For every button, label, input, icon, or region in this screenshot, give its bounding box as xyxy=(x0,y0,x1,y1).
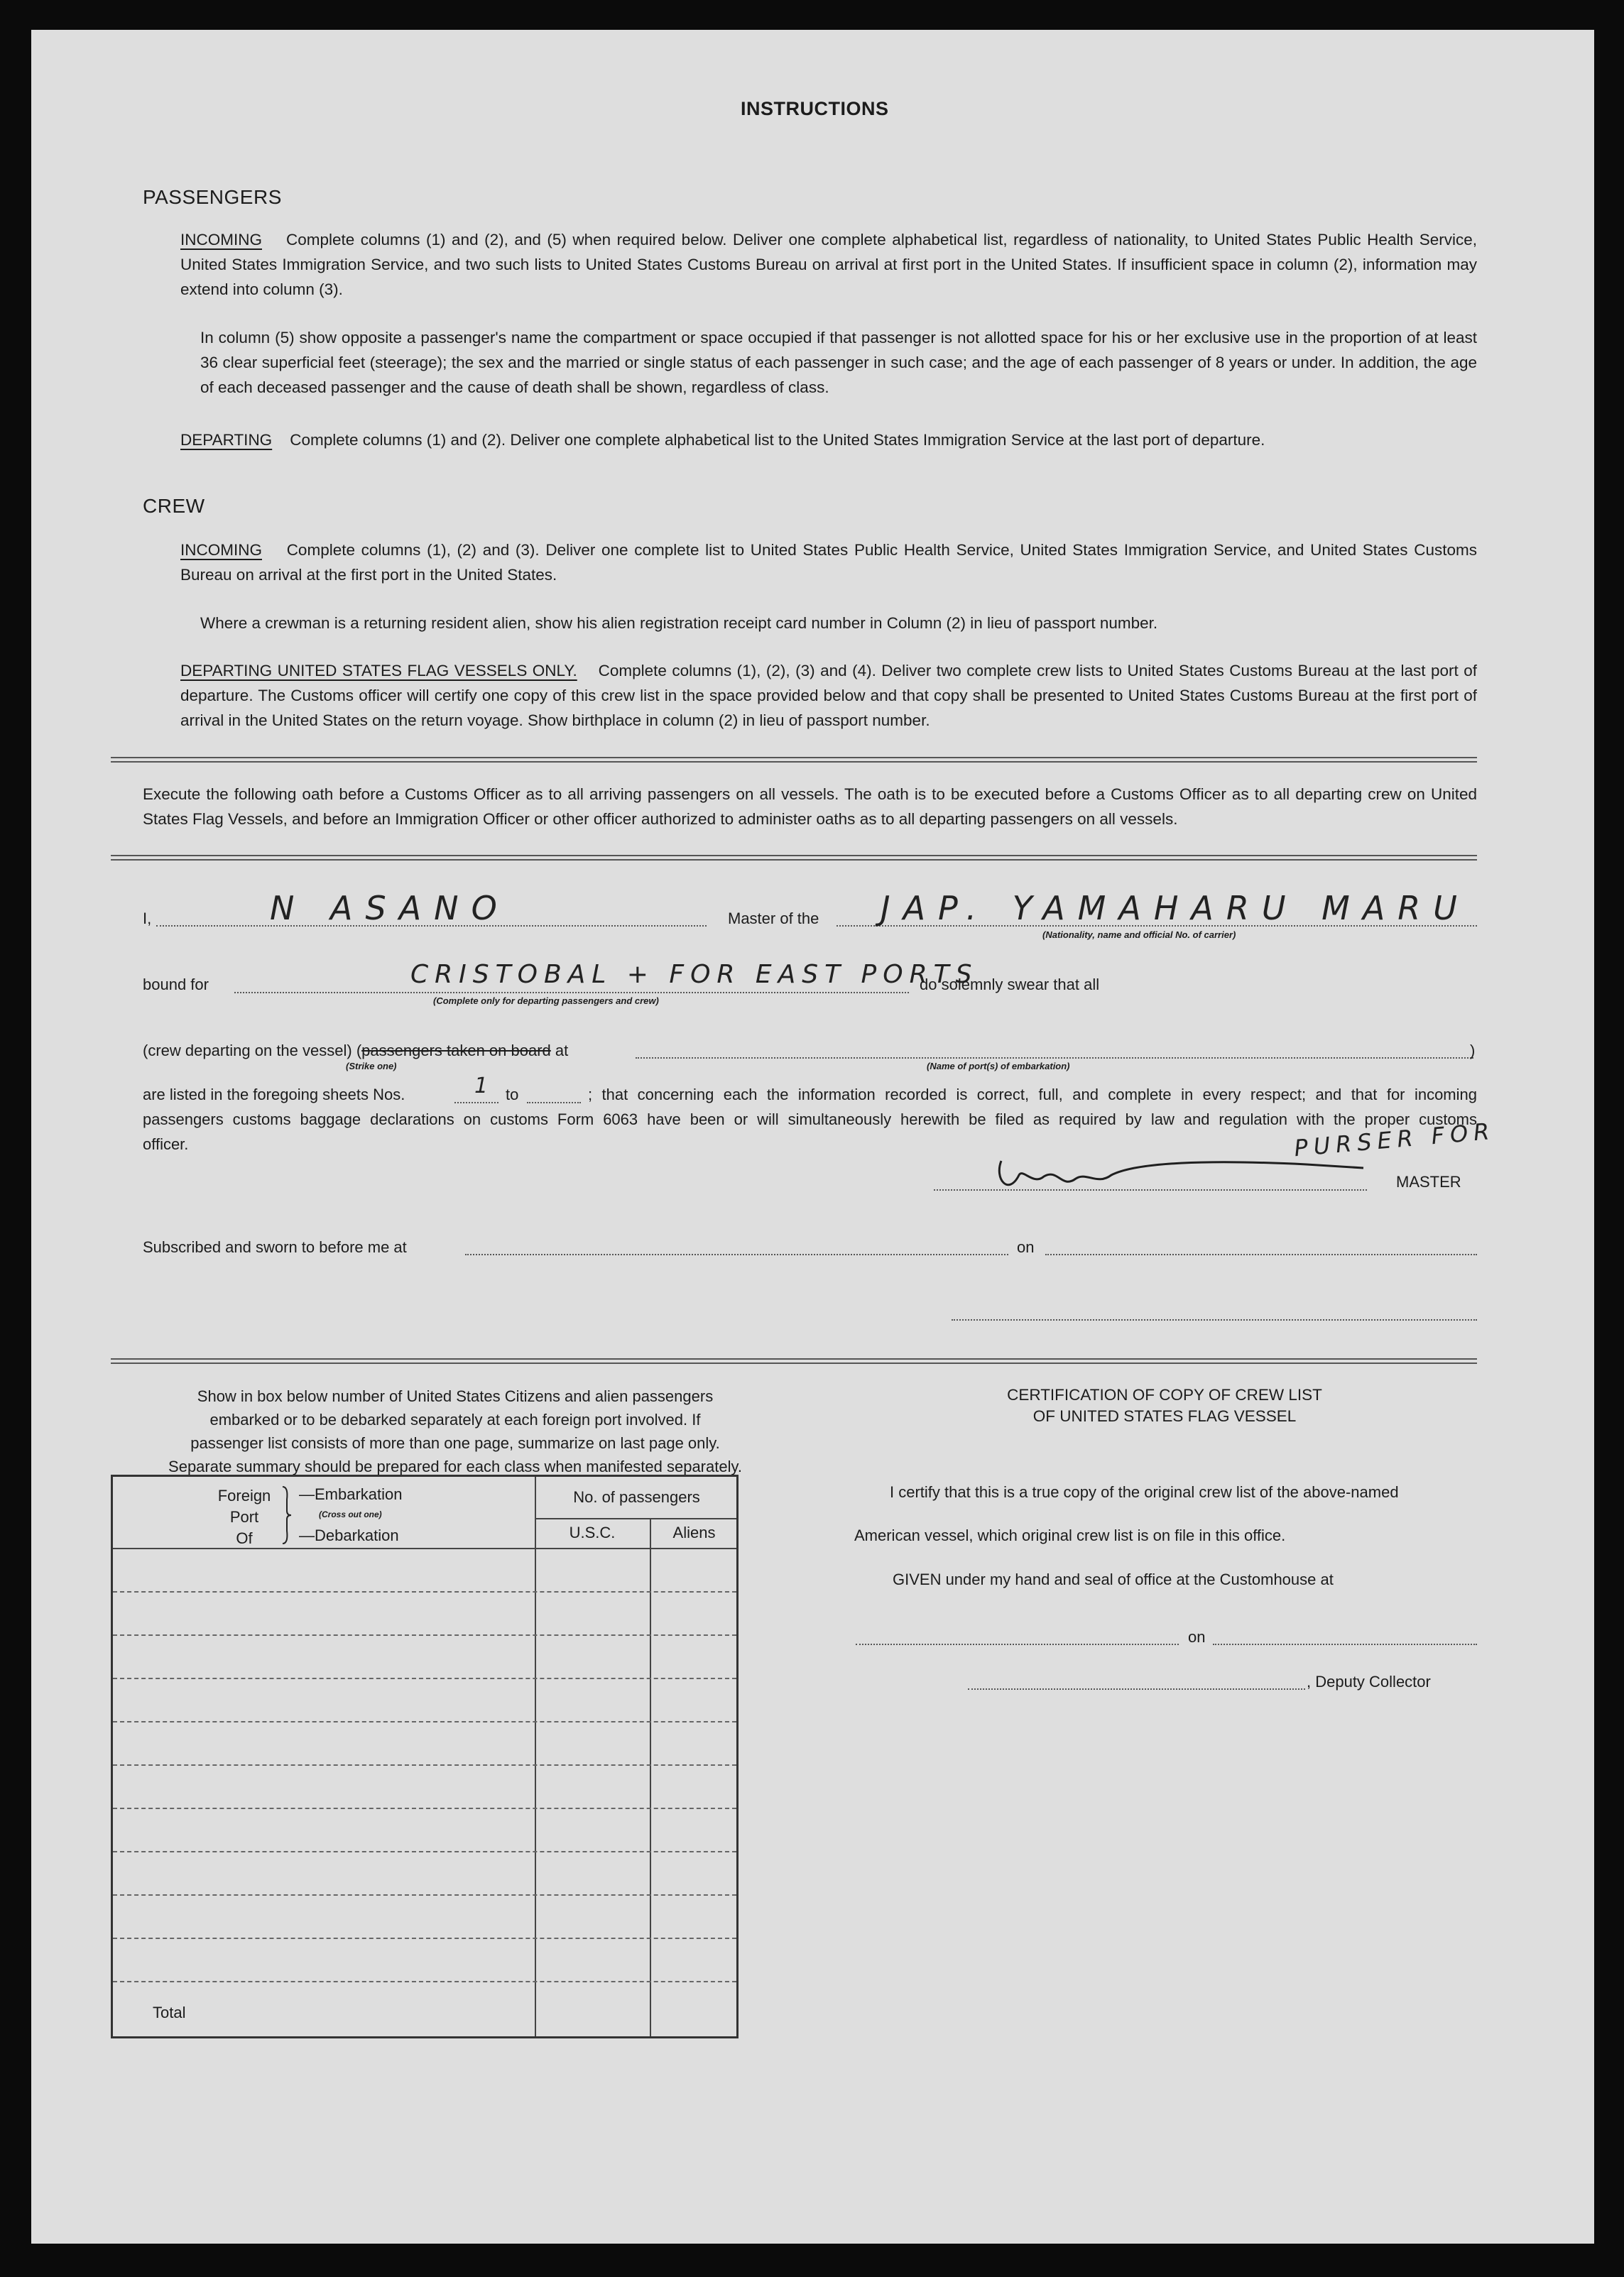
crew-incoming-text: Complete columns (1), (2) and (3). Deliver one complete list to United States Public Health Service, United States Immigration Service, and United States Customs Bureau on arrival at the first port in the United States. xyxy=(180,541,1478,584)
sheet-from-value: 1 xyxy=(474,1074,496,1098)
passengers-heading: PASSENGERS xyxy=(143,186,282,208)
oath-i-label: I, xyxy=(143,910,152,927)
summary-intro-line: Separate summary should be prepared for each class when manifested separately. xyxy=(168,1458,742,1475)
passengers-departing-text: Complete columns (1) and (2). Deliver one complete alphabetical list to the United States Immigration Service at the last port of departure. xyxy=(290,431,1265,449)
table-divider xyxy=(535,1477,536,2036)
cert-title-line: CERTIFICATION OF COPY OF CREW LIST xyxy=(1007,1386,1322,1404)
cert-on-label: on xyxy=(1188,1628,1206,1646)
usc-header: U.S.C. xyxy=(569,1524,616,1541)
passengers-struck-label: passengers taken on board xyxy=(361,1042,551,1059)
master-name-value: N ASANO xyxy=(270,889,510,927)
crew-incoming-label: INCOMING xyxy=(180,541,262,559)
table-row[interactable] xyxy=(113,1981,736,1982)
table-divider xyxy=(650,1518,651,2036)
bound-for-label: bound for xyxy=(143,976,209,993)
no-passengers-header: No. of passengers xyxy=(573,1488,700,1506)
cert-date-line[interactable] xyxy=(1213,1644,1477,1645)
subscribed-on-label: on xyxy=(1017,1238,1035,1256)
table-row[interactable] xyxy=(113,1938,736,1939)
subscribed-label: Subscribed and sworn to before me at xyxy=(143,1238,407,1256)
ports-caption: (Name of port(s) of embarkation) xyxy=(927,1061,1070,1071)
at-label: at xyxy=(550,1042,569,1059)
table-row[interactable] xyxy=(113,1634,736,1636)
subscribed-date-line[interactable] xyxy=(1045,1254,1477,1255)
divider xyxy=(111,855,1477,861)
sheet-from-line[interactable] xyxy=(454,1102,498,1103)
subscribed-place-line[interactable] xyxy=(465,1254,1008,1255)
cert-title-line: OF UNITED STATES FLAG VESSEL xyxy=(1032,1407,1297,1425)
summary-intro xyxy=(143,1385,768,1478)
crew-departing-label: (crew departing on the vessel) ( xyxy=(143,1042,362,1059)
table-row[interactable] xyxy=(113,1721,736,1722)
table-row[interactable] xyxy=(113,1894,736,1896)
passengers-incoming-label: INCOMING xyxy=(180,231,262,249)
table-divider xyxy=(535,1518,736,1519)
strike-caption: (Strike one) xyxy=(346,1061,397,1071)
embarkation-label: —Embarkation xyxy=(299,1485,403,1503)
oath-intro: Execute the following oath before a Customs Officer as to all arriving passengers on all vessels. The oath is to be executed before a Customs Officer as to all departing crew on United States Flag Vessels, and before an Immigration Officer or other officer authorized to administer oaths as to all departing passengers on all vessels. xyxy=(143,785,1477,828)
divider xyxy=(111,1358,1477,1364)
deputy-signature-line[interactable] xyxy=(968,1688,1305,1690)
cert-line-1: I certify that this is a true copy of the original crew list of the above-named xyxy=(890,1483,1399,1501)
passengers-departing-label: DEPARTING xyxy=(180,431,273,449)
vessel-caption: (Nationality, name and official No. of carrier) xyxy=(1042,929,1236,940)
table-row[interactable] xyxy=(113,1678,736,1679)
table-row[interactable] xyxy=(113,1851,736,1852)
to-label: to xyxy=(506,1086,519,1103)
foreign-port-header xyxy=(205,1485,283,1549)
table-row[interactable] xyxy=(113,1808,736,1809)
customhouse-line[interactable] xyxy=(856,1644,1179,1645)
certification-title xyxy=(852,1385,1477,1427)
embarkation-ports-line[interactable] xyxy=(636,1057,1473,1059)
master-signature xyxy=(980,1147,1378,1203)
passenger-summary-table xyxy=(111,1475,739,2038)
crew-resident-para: Where a crewman is a returning resident alien, show his alien registration receipt card number in Column (2) in lieu of passport number. xyxy=(200,614,1158,632)
swear-label: do solemnly swear that all xyxy=(920,976,1100,993)
crew-heading: CREW xyxy=(143,495,205,517)
listed-label: are listed in the foregoing sheets Nos. xyxy=(143,1086,405,1103)
instructions-title: INSTRUCTIONS xyxy=(741,98,889,119)
master-of-label: Master of the xyxy=(728,910,819,927)
crew-departing-label: DEPARTING UNITED STATES FLAG VESSELS ONLY. xyxy=(180,662,577,679)
crew-incoming-para xyxy=(180,537,1477,587)
passengers-column5-para: In column (5) show opposite a passenger's name the compartment or space occupied if that passenger is not allotted space for his or her exclusive use in the proportion of at least 36 clear superficial feet (steerage); the sex and the married or single status of each passenger in such case; and the age of each passenger of 8 years or under. In addition, the age of each deceased passenger and the cause of death shall be shown, regardless of class. xyxy=(200,329,1477,396)
aliens-header: Aliens xyxy=(672,1524,716,1541)
sheet-to-line[interactable] xyxy=(527,1102,581,1103)
signature-note: PURSER FOR xyxy=(1292,1117,1496,1162)
header-line: Of xyxy=(236,1529,253,1547)
header-line: Port xyxy=(229,1508,259,1526)
crew-departing-para xyxy=(180,658,1477,733)
crew-departing-text: Complete columns (1), (2), (3) and (4). Deliver two complete crew lists to United States Customs Bureau at the last port of departure. The Customs officer will certify one copy of this crew list in the space provided below and that copy shall be presented to United States Customs Bureau at the first port of arrival in the United States on the return voyage. Show birthplace in column (2) in lieu of passport number. xyxy=(180,662,1477,729)
debarkation-label: —Debarkation xyxy=(299,1527,399,1544)
passengers-incoming-para xyxy=(180,227,1477,302)
brace-icon xyxy=(278,1484,295,1546)
officer-signature-line[interactable] xyxy=(952,1319,1477,1321)
master-signature-line[interactable] xyxy=(934,1189,1367,1191)
cross-out-caption: (Cross out one) xyxy=(319,1509,382,1519)
bound-for-value: CRISTOBAL + FOR EAST PORTS xyxy=(410,960,979,989)
close-paren: ) xyxy=(1470,1042,1476,1059)
summary-intro-line: Show in box below number of United States Citizens and alien passengers xyxy=(197,1387,714,1405)
table-row[interactable] xyxy=(113,1591,736,1593)
vessel-value: JAP. YAMAHARU MARU xyxy=(881,889,1470,927)
listed-text: ; that concerning each the information recorded is correct, full, and complete in every respect; and that for incoming xyxy=(588,1086,1477,1103)
bound-for-caption: (Complete only for departing passengers and crew) xyxy=(433,995,659,1006)
crew-departing-line xyxy=(143,1038,568,1064)
listed-text-3: officer. xyxy=(143,1135,189,1153)
divider xyxy=(111,757,1477,763)
summary-intro-line: passenger list consists of more than one page, summarize on last page only. xyxy=(190,1434,720,1452)
table-row[interactable] xyxy=(113,1764,736,1766)
deputy-collector-label: , Deputy Collector xyxy=(1307,1673,1431,1691)
master-label: MASTER xyxy=(1396,1173,1461,1191)
passengers-departing-para xyxy=(180,427,1477,452)
cert-line-2: American vessel, which original crew list is on file in this office. xyxy=(854,1527,1286,1544)
summary-intro-line: embarked or to be debarked separately at each foreign port involved. If xyxy=(209,1411,701,1429)
total-label: Total xyxy=(153,2004,186,2021)
listed-text-2: passengers customs baggage declarations on customs Form 6063 have been or will simultaneously herewith be filed as required by law and regulation with the proper customs xyxy=(143,1110,1477,1128)
bound-for-line[interactable] xyxy=(234,992,909,993)
cert-line-3: GIVEN under my hand and seal of office at the Customhouse at xyxy=(893,1571,1334,1588)
passengers-incoming-text: Complete columns (1) and (2), and (5) when required below. Deliver one complete alphabetical list, regardless of nationality, to United States Public Health Service, United States Immigration Service, and two such lists to United States Customs Bureau on arrival at first port in the United States. If insufficient space in column (2), information may extend into column (3). xyxy=(180,231,1477,298)
header-line: Foreign xyxy=(217,1487,271,1505)
